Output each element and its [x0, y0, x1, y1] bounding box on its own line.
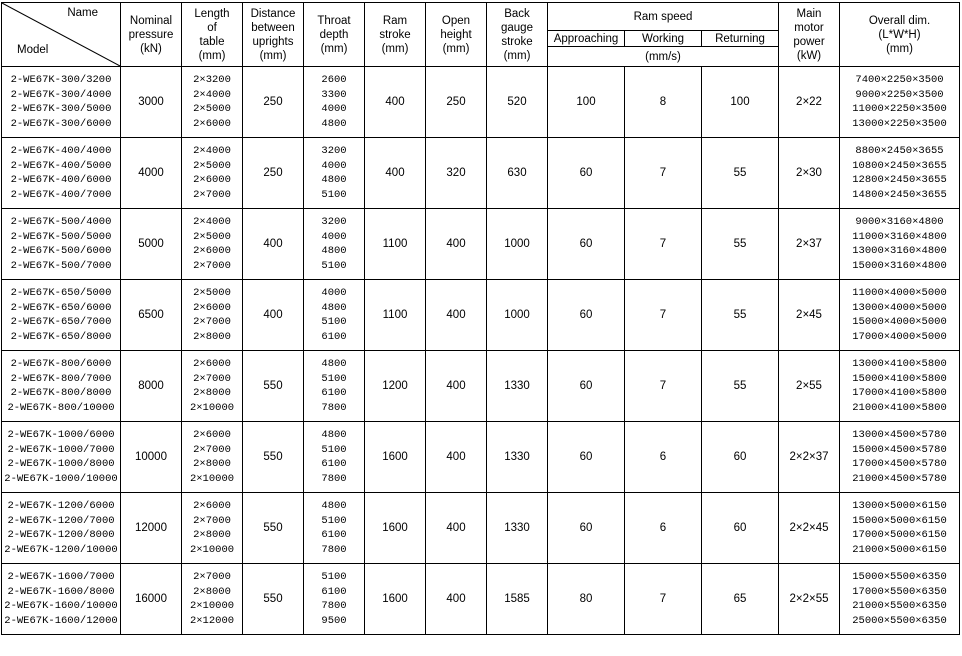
cell-line: 2-WE67K-1200/6000 — [7, 500, 115, 512]
ram-stroke-cell: 1200 — [365, 351, 426, 422]
approaching-cell: 60 — [548, 138, 625, 209]
table-row — [2, 67, 960, 138]
cell-line: 4000 — [321, 230, 347, 243]
motor-power-cell: 2×2×45 — [779, 493, 840, 564]
throat-depth-cell — [304, 209, 365, 280]
cell-line: 5100 — [321, 316, 347, 328]
throat-depth-header: Throat depth (mm) — [304, 3, 365, 67]
table-row — [2, 493, 960, 564]
cell-line: 10800×2450×3655 — [852, 159, 947, 172]
cell-line: 15000×5500×6350 — [852, 571, 947, 583]
cell-line: 2×5000 — [193, 159, 231, 172]
cell-line: 2-WE67K-500/4000 — [10, 216, 112, 228]
cell-line: 3300 — [321, 88, 347, 101]
cell-line: 5100 — [321, 571, 347, 583]
cell-line: 11000×4000×5000 — [852, 287, 947, 299]
approaching-cell: 100 — [548, 67, 625, 138]
ram-stroke-header: Ram stroke (mm) — [365, 3, 426, 67]
cell-line: 14800×2450×3655 — [852, 188, 947, 201]
ram-stroke-cell: 1600 — [365, 422, 426, 493]
cell-line: 6100 — [321, 330, 347, 343]
motor-power-cell: 2×2×37 — [779, 422, 840, 493]
approaching-cell: 60 — [548, 422, 625, 493]
cell-line: 2×12000 — [189, 614, 235, 627]
distance-cell: 550 — [243, 351, 304, 422]
table-row — [2, 209, 960, 280]
distance-cell: 400 — [243, 209, 304, 280]
cell-line: 15000×4500×5780 — [852, 443, 947, 456]
cell-line: 6100 — [321, 585, 347, 598]
distance-cell: 250 — [243, 138, 304, 209]
cell-line: 17000×5000×6150 — [852, 529, 947, 541]
table-row — [2, 280, 960, 351]
cell-line: 5100 — [321, 372, 347, 385]
model-header-label: Model — [17, 44, 49, 56]
motor-power-cell: 2×37 — [779, 209, 840, 280]
pressure-cell: 12000 — [121, 493, 182, 564]
speed-unit-header: (mm/s) — [548, 47, 779, 67]
returning-cell: 60 — [702, 493, 779, 564]
cell-line: 9000×2250×3500 — [855, 88, 944, 101]
open-height-cell: 400 — [426, 209, 487, 280]
cell-line: 21000×5000×6150 — [852, 543, 947, 556]
approaching-cell: 80 — [548, 564, 625, 635]
working-cell: 7 — [625, 351, 702, 422]
overall-dim-cell — [840, 280, 960, 351]
cell-line: 2×7000 — [193, 259, 231, 272]
cell-line: 2-WE67K-400/7000 — [10, 188, 112, 201]
cell-line: 2-WE67K-1000/7000 — [7, 443, 115, 456]
ram-stroke-cell: 1600 — [365, 564, 426, 635]
approaching-header: Approaching — [548, 31, 625, 47]
cell-line: 15000×4100×5800 — [852, 372, 947, 385]
cell-line: 12800×2450×3655 — [852, 174, 947, 186]
back-gauge-cell: 1330 — [487, 351, 548, 422]
cell-line: 2×7000 — [193, 443, 231, 456]
cell-line: 2×6000 — [193, 174, 231, 186]
cell-line: 2×5000 — [193, 287, 231, 299]
model-cell — [2, 67, 121, 138]
distance-cell: 550 — [243, 564, 304, 635]
approaching-cell: 60 — [548, 493, 625, 564]
returning-cell: 65 — [702, 564, 779, 635]
name-model-header — [2, 3, 121, 67]
returning-cell: 55 — [702, 280, 779, 351]
model-cell — [2, 422, 121, 493]
table-row — [2, 138, 960, 209]
cell-line: 13000×4000×5000 — [852, 301, 947, 314]
table-length-cell — [182, 493, 243, 564]
pressure-cell: 4000 — [121, 138, 182, 209]
cell-line: 2×4000 — [193, 88, 231, 101]
cell-line: 9000×3160×4800 — [855, 216, 944, 228]
cell-line: 5100 — [321, 443, 347, 456]
cell-line: 6100 — [321, 529, 347, 541]
cell-line: 2×8000 — [193, 529, 231, 541]
back-gauge-cell: 630 — [487, 138, 548, 209]
working-cell: 8 — [625, 67, 702, 138]
cell-line: 2×10000 — [189, 543, 235, 556]
overall-dim-cell — [840, 138, 960, 209]
open-height-cell: 400 — [426, 493, 487, 564]
cell-line: 3200 — [321, 216, 347, 228]
ram-stroke-cell: 1100 — [365, 280, 426, 351]
cell-line: 11000×3160×4800 — [852, 230, 947, 243]
cell-line: 2×10000 — [189, 600, 235, 612]
cell-line: 17000×5500×6350 — [852, 585, 947, 598]
table-length-cell — [182, 564, 243, 635]
cell-line: 2×8000 — [193, 458, 231, 470]
cell-line: 2×7000 — [193, 571, 231, 583]
model-cell — [2, 138, 121, 209]
motor-power-cell: 2×30 — [779, 138, 840, 209]
cell-line: 15000×5000×6150 — [852, 514, 947, 527]
cell-line: 2×4000 — [193, 145, 231, 157]
table-length-header: Length of table (mm) — [182, 3, 243, 67]
cell-line: 2-WE67K-300/6000 — [10, 117, 112, 130]
cell-line: 7800 — [321, 543, 347, 556]
cell-line: 2-WE67K-1600/7000 — [7, 571, 115, 583]
cell-line: 17000×4100×5800 — [852, 387, 947, 399]
cell-line: 2-WE67K-1600/8000 — [7, 585, 115, 598]
overall-dim-cell — [840, 67, 960, 138]
cell-line: 2×5000 — [193, 103, 231, 115]
table-header — [2, 3, 960, 67]
cell-line: 2×7000 — [193, 316, 231, 328]
cell-line: 2-WE67K-800/7000 — [10, 372, 112, 385]
distance-cell: 400 — [243, 280, 304, 351]
cell-line: 2-WE67K-1200/8000 — [7, 529, 115, 541]
cell-line: 4800 — [321, 500, 347, 512]
cell-line: 2-WE67K-400/4000 — [10, 145, 112, 157]
back-gauge-cell: 1330 — [487, 493, 548, 564]
cell-line: 9500 — [321, 614, 347, 627]
table-length-cell — [182, 209, 243, 280]
cell-line: 15000×4000×5000 — [852, 316, 947, 328]
approaching-cell: 60 — [548, 280, 625, 351]
cell-line: 2-WE67K-650/5000 — [10, 287, 112, 299]
cell-line: 2×8000 — [193, 387, 231, 399]
throat-depth-cell — [304, 67, 365, 138]
table-row — [2, 422, 960, 493]
overall-dim-cell — [840, 209, 960, 280]
cell-line: 2-WE67K-1000/8000 — [7, 458, 115, 470]
cell-line: 2-WE67K-400/5000 — [10, 159, 112, 172]
cell-line: 2×7000 — [193, 372, 231, 385]
motor-power-cell: 2×2×55 — [779, 564, 840, 635]
motor-power-cell: 2×45 — [779, 280, 840, 351]
cell-line: 4000 — [321, 287, 347, 299]
cell-line: 13000×2250×3500 — [852, 117, 947, 130]
distance-cell: 250 — [243, 67, 304, 138]
open-height-header: Open height (mm) — [426, 3, 487, 67]
approaching-cell: 60 — [548, 351, 625, 422]
model-cell — [2, 209, 121, 280]
table-body — [2, 67, 960, 635]
working-cell: 7 — [625, 209, 702, 280]
open-height-cell: 250 — [426, 67, 487, 138]
distance-cell: 550 — [243, 493, 304, 564]
working-cell: 6 — [625, 422, 702, 493]
cell-line: 13000×3160×4800 — [852, 245, 947, 257]
cell-line: 4800 — [321, 358, 347, 370]
cell-line: 2×4000 — [193, 216, 231, 228]
cell-line: 4800 — [321, 174, 347, 186]
overall-dim-cell — [840, 493, 960, 564]
cell-line: 7800 — [321, 472, 347, 485]
cell-line: 2-WE67K-650/7000 — [10, 316, 112, 328]
cell-line: 25000×5500×6350 — [852, 614, 947, 627]
cell-line: 4000 — [321, 159, 347, 172]
cell-line: 2×8000 — [193, 330, 231, 343]
cell-line: 7800 — [321, 401, 347, 414]
cell-line: 4000 — [321, 103, 347, 115]
approaching-cell: 60 — [548, 209, 625, 280]
table-length-cell — [182, 351, 243, 422]
cell-line: 2-WE67K-300/3200 — [10, 74, 112, 86]
throat-depth-cell — [304, 138, 365, 209]
cell-line: 2-WE67K-500/7000 — [10, 259, 112, 272]
ram-stroke-cell: 400 — [365, 67, 426, 138]
cell-line: 17000×4000×5000 — [852, 330, 947, 343]
pressure-cell: 16000 — [121, 564, 182, 635]
back-gauge-cell: 1585 — [487, 564, 548, 635]
cell-line: 4800 — [321, 301, 347, 314]
returning-cell: 100 — [702, 67, 779, 138]
cell-line: 21000×4500×5780 — [852, 472, 947, 485]
cell-line: 4800 — [321, 117, 347, 130]
returning-cell: 55 — [702, 138, 779, 209]
cell-line: 2-WE67K-800/6000 — [10, 358, 112, 370]
cell-line: 6100 — [321, 387, 347, 399]
motor-power-header: Main motor power (kW) — [779, 3, 840, 67]
name-header-label: Name — [67, 7, 98, 19]
cell-line: 7400×2250×3500 — [855, 74, 944, 86]
overall-dim-cell — [840, 564, 960, 635]
returning-header: Returning — [702, 31, 779, 47]
working-cell: 7 — [625, 564, 702, 635]
cell-line: 5100 — [321, 514, 347, 527]
cell-line: 2-WE67K-650/8000 — [10, 330, 112, 343]
open-height-cell: 320 — [426, 138, 487, 209]
pressure-cell: 10000 — [121, 422, 182, 493]
working-cell: 6 — [625, 493, 702, 564]
working-cell: 7 — [625, 138, 702, 209]
ram-stroke-cell: 1100 — [365, 209, 426, 280]
cell-line: 2×8000 — [193, 585, 231, 598]
model-cell — [2, 351, 121, 422]
cell-line: 2-WE67K-500/6000 — [10, 245, 112, 257]
cell-line: 5100 — [321, 188, 347, 201]
table-length-cell — [182, 138, 243, 209]
open-height-cell: 400 — [426, 422, 487, 493]
cell-line: 2×10000 — [189, 401, 235, 414]
pressure-cell: 8000 — [121, 351, 182, 422]
open-height-cell: 400 — [426, 351, 487, 422]
pressure-cell: 5000 — [121, 209, 182, 280]
cell-line: 5100 — [321, 259, 347, 272]
cell-line: 2×6000 — [193, 358, 231, 370]
cell-line: 15000×3160×4800 — [852, 259, 947, 272]
cell-line: 4800 — [321, 245, 347, 257]
ram-stroke-cell: 400 — [365, 138, 426, 209]
cell-line: 2-WE67K-1600/10000 — [4, 600, 118, 612]
back-gauge-header: Back gauge stroke (mm) — [487, 3, 548, 67]
pressure-cell: 6500 — [121, 280, 182, 351]
cell-line: 2-WE67K-1200/7000 — [7, 514, 115, 527]
cell-line: 13000×4500×5780 — [852, 429, 947, 441]
model-cell — [2, 564, 121, 635]
cell-line: 2×5000 — [193, 230, 231, 243]
throat-depth-cell — [304, 564, 365, 635]
back-gauge-cell: 1000 — [487, 209, 548, 280]
cell-line: 2-WE67K-1000/10000 — [4, 472, 118, 485]
cell-line: 2×6000 — [193, 117, 231, 130]
cell-line: 2×6000 — [193, 429, 231, 441]
back-gauge-cell: 520 — [487, 67, 548, 138]
cell-line: 2-WE67K-300/5000 — [10, 103, 112, 115]
cell-line: 2×6000 — [193, 245, 231, 257]
cell-line: 21000×4100×5800 — [852, 401, 947, 414]
overall-dim-header: Overall dim. (L*W*H) (mm) — [840, 3, 960, 67]
throat-depth-cell — [304, 280, 365, 351]
cell-line: 2×10000 — [189, 472, 235, 485]
throat-depth-cell — [304, 422, 365, 493]
motor-power-cell: 2×55 — [779, 351, 840, 422]
motor-power-cell: 2×22 — [779, 67, 840, 138]
table-row — [2, 564, 960, 635]
cell-line: 2-WE67K-400/6000 — [10, 174, 112, 186]
cell-line: 21000×5500×6350 — [852, 600, 947, 612]
ram-speed-header: Ram speed — [548, 3, 779, 31]
overall-dim-cell — [840, 422, 960, 493]
distance-cell: 550 — [243, 422, 304, 493]
throat-depth-cell — [304, 493, 365, 564]
back-gauge-cell: 1330 — [487, 422, 548, 493]
cell-line: 2×6000 — [193, 301, 231, 314]
model-cell — [2, 493, 121, 564]
cell-line: 2-WE67K-1600/12000 — [4, 614, 118, 627]
overall-dim-cell — [840, 351, 960, 422]
cell-line: 2-WE67K-1000/6000 — [7, 429, 115, 441]
cell-line: 13000×4100×5800 — [852, 358, 947, 370]
cell-line: 2×6000 — [193, 500, 231, 512]
ram-stroke-cell: 1600 — [365, 493, 426, 564]
back-gauge-cell: 1000 — [487, 280, 548, 351]
nominal-pressure-header: Nominal pressure (kN) — [121, 3, 182, 67]
cell-line: 2-WE67K-1200/10000 — [4, 543, 118, 556]
cell-line: 2-WE67K-300/4000 — [10, 88, 112, 101]
cell-line: 6100 — [321, 458, 347, 470]
cell-line: 2×7000 — [193, 188, 231, 201]
cell-line: 8800×2450×3655 — [855, 145, 944, 157]
open-height-cell: 400 — [426, 280, 487, 351]
table-length-cell — [182, 67, 243, 138]
cell-line: 2×7000 — [193, 514, 231, 527]
working-header: Working — [625, 31, 702, 47]
cell-line: 4800 — [321, 429, 347, 441]
working-cell: 7 — [625, 280, 702, 351]
pressure-cell: 3000 — [121, 67, 182, 138]
table-length-cell — [182, 422, 243, 493]
table-length-cell — [182, 280, 243, 351]
model-cell — [2, 280, 121, 351]
cell-line: 2600 — [321, 74, 347, 86]
returning-cell: 60 — [702, 422, 779, 493]
distance-uprights-header: Distance between uprights (mm) — [243, 3, 304, 67]
cell-line: 7800 — [321, 600, 347, 612]
open-height-cell: 400 — [426, 564, 487, 635]
table-row — [2, 351, 960, 422]
cell-line: 17000×4500×5780 — [852, 458, 947, 470]
cell-line: 2-WE67K-500/5000 — [10, 230, 112, 243]
cell-line: 11000×2250×3500 — [852, 103, 947, 115]
cell-line: 3200 — [321, 145, 347, 157]
cell-line: 13000×5000×6150 — [852, 500, 947, 512]
cell-line: 2-WE67K-650/6000 — [10, 301, 112, 314]
returning-cell: 55 — [702, 351, 779, 422]
cell-line: 2-WE67K-800/10000 — [7, 401, 115, 414]
throat-depth-cell — [304, 351, 365, 422]
returning-cell: 55 — [702, 209, 779, 280]
spec-table — [1, 2, 960, 635]
cell-line: 2-WE67K-800/8000 — [10, 387, 112, 399]
cell-line: 2×3200 — [193, 74, 231, 86]
